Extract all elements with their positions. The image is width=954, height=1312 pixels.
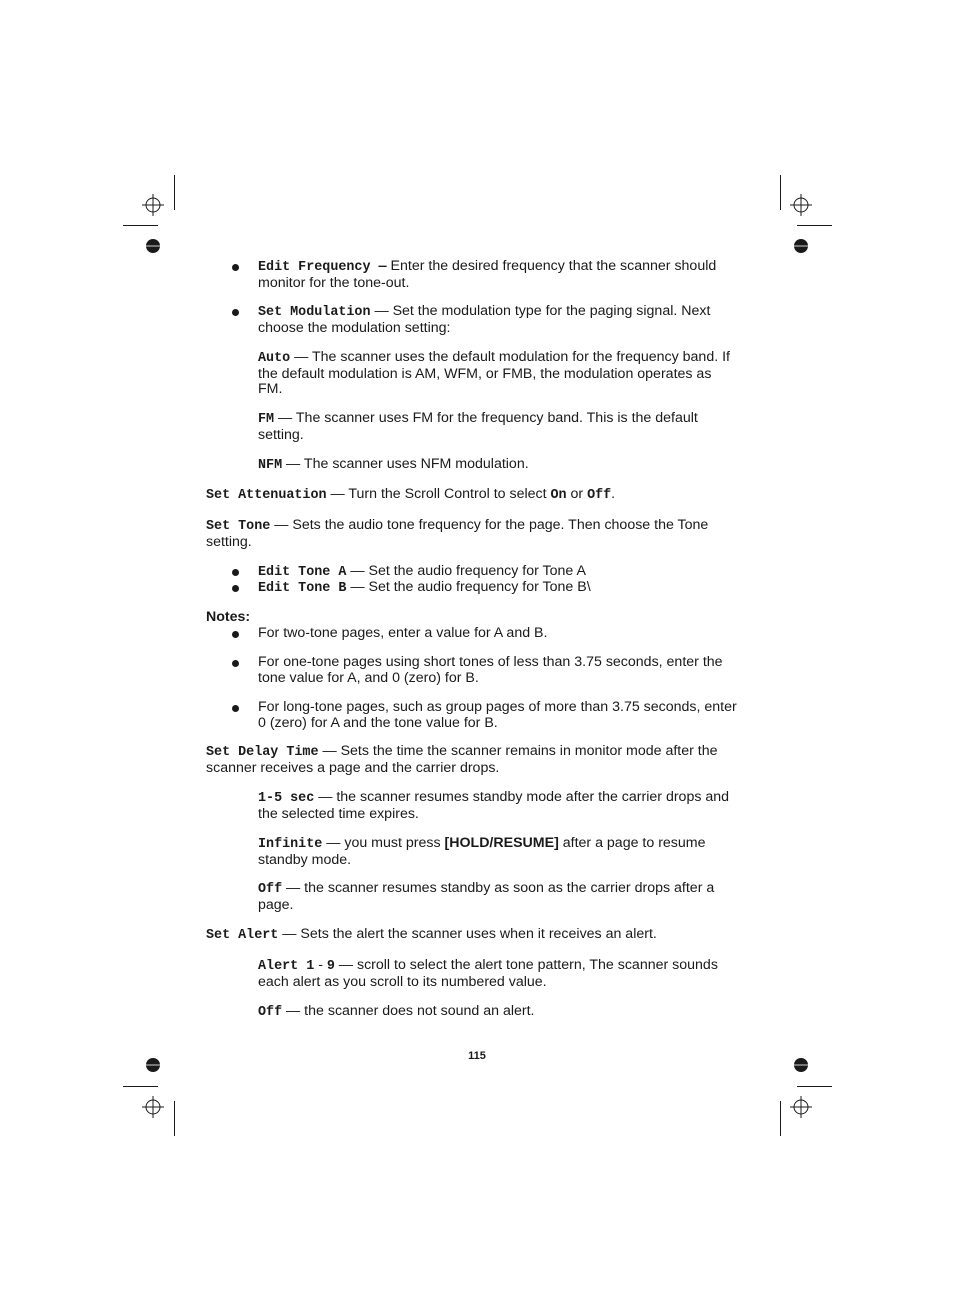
infinite-term: Infinite [258,837,323,852]
note-2-text-2: tone value for A, and 0 (zero) for B. [258,669,479,686]
registration-target-bottom-left-icon [142,1096,164,1118]
edit-tone-b-term: Edit Tone B [258,581,347,596]
edit-tone-a-text: — Set the audio frequency for Tone A [346,563,586,579]
delay-1-5-text-2: the selected time expires. [258,805,419,822]
edit-tone-a-term: Edit Tone A [258,565,347,580]
fm-option [258,411,758,443]
crop-mark-bottom-right-vertical [780,1101,781,1136]
set-attenuation-text-1: — Turn the Scroll Control to select [326,486,551,502]
infinite-text-1: — you must press [322,835,445,851]
set-delay-time-paragraph [206,744,766,776]
note-2-text-1: For one-tone pages using short tones of less than 3.75 seconds, enter the [258,654,723,670]
edit-frequency-text-2: monitor for the tone-out. [258,274,410,291]
set-modulation-item [258,304,758,336]
note-item-2 [258,655,758,686]
edit-tone-b-item [258,580,758,597]
fm-text-2: setting. [258,426,304,443]
registration-dot-top-left-icon [145,238,161,254]
set-tone-paragraph [206,518,766,550]
crop-mark-bottom-right-horizontal [797,1086,832,1087]
alert-off-term: Off [258,1005,283,1020]
registration-dot-top-right-icon [793,238,809,254]
fm-text-1: — The scanner uses FM for the frequency band. This is the default [274,410,698,426]
set-attenuation-term: Set Attenuation [206,488,327,503]
set-delay-time-text-2: scanner receives a page and the carrier drops. [206,759,500,776]
edit-tone-b-text: — Set the audio frequency for Tone B\ [346,579,591,595]
delay-off-term: Off [258,882,283,897]
note-3-text-1: For long-tone pages, such as group pages of more than 3.75 seconds, enter [258,699,737,715]
set-alert-paragraph [206,927,766,944]
crop-mark-top-right-horizontal [797,225,832,226]
delay-off-option [258,881,758,913]
set-tone-text-1: — Sets the audio tone frequency for the page. Then choose the Tone [270,517,709,533]
infinite-text-3: standby mode. [258,851,352,868]
alert-1-term: Alert 1 [258,959,315,974]
edit-frequency-item [258,259,758,291]
notes-heading: Notes: [206,609,251,625]
set-attenuation-text-2: or [566,486,588,502]
delay-off-text-2: page. [258,896,294,913]
set-tone-text-2: setting. [206,533,252,550]
auto-text-3: FM. [258,381,283,398]
note-3-text-2: 0 (zero) for A and the tone value for B. [258,714,498,731]
bullet-edit-frequency [232,264,239,271]
bullet-note-1 [232,631,239,638]
auto-text-2: the default modulation is AM, WFM, or FMB, the modulation operates as [258,365,712,382]
set-delay-time-term: Set Delay Time [206,745,319,760]
set-attenuation-on: On [550,488,567,503]
hold-resume-key: [HOLD/RESUME] [444,835,559,851]
delay-1-5-term: 1-5 sec [258,791,315,806]
note-item-1 [258,626,758,642]
infinite-text-2: after a page to resume [558,835,706,851]
nfm-option [258,457,758,474]
nfm-text-1: — The scanner uses NFM modulation. [282,456,529,472]
set-attenuation-off: Off [587,488,612,503]
crop-mark-top-left-vertical [174,175,175,210]
delay-1-5-option [258,790,758,822]
page-number: 115 [468,1050,486,1062]
delay-1-5-text-1: — the scanner resumes standby mode after the carrier drops and [314,789,730,805]
auto-option [258,350,758,398]
fm-term: FM [258,412,275,427]
crop-mark-bottom-left-vertical [174,1101,175,1136]
alert-off-option [258,1004,758,1021]
set-modulation-term: Set Modulation [258,305,371,320]
auto-term: Auto [258,351,291,366]
alert-range-dash: - [314,957,327,973]
alert-off-text-1: — the scanner does not sound an alert. [282,1003,535,1019]
delay-off-text-1: — the scanner resumes standby as soon as the carrier drops after a [282,880,715,896]
edit-frequency-term: Edit Frequency — [258,260,387,275]
crop-mark-bottom-left-horizontal [123,1086,158,1087]
infinite-option [258,836,758,868]
crop-mark-top-left-horizontal [123,225,158,226]
set-modulation-text-2: choose the modulation setting: [258,319,451,336]
bullet-note-2 [232,660,239,667]
set-attenuation-paragraph [206,487,766,504]
bullet-set-modulation [232,309,239,316]
edit-frequency-text-1: Enter the desired frequency that the scanner should [386,258,717,274]
registration-target-top-right-icon [790,194,812,216]
set-attenuation-text-3: . [611,486,616,502]
bullet-note-3 [232,705,239,712]
registration-target-bottom-right-icon [790,1096,812,1118]
auto-text-1: — The scanner uses the default modulation for the frequency band. If [290,349,730,365]
alert-9-term: 9 [326,959,335,974]
registration-target-top-left-icon [142,194,164,216]
set-alert-text-1: — Sets the alert the scanner uses when it receives an alert. [278,926,657,942]
bullet-edit-tone-a [232,569,239,576]
set-tone-term: Set Tone [206,519,271,534]
bullet-edit-tone-b [232,585,239,592]
set-alert-term: Set Alert [206,928,279,943]
alert-1-9-option [258,958,758,990]
alert-1-9-text-1: — scroll to select the alert tone pattern, The scanner sounds [334,957,718,973]
crop-mark-top-right-vertical [780,175,781,210]
note-1-text-1: For two-tone pages, enter a value for A and B. [258,625,548,641]
note-item-3 [258,700,758,731]
set-modulation-text-1: — Set the modulation type for the paging signal. Next [370,303,711,319]
alert-1-9-text-2: each alert as you scroll to its numbered value. [258,973,547,990]
nfm-term: NFM [258,458,283,473]
set-delay-time-text-1: — Sets the time the scanner remains in monitor mode after the [318,743,718,759]
